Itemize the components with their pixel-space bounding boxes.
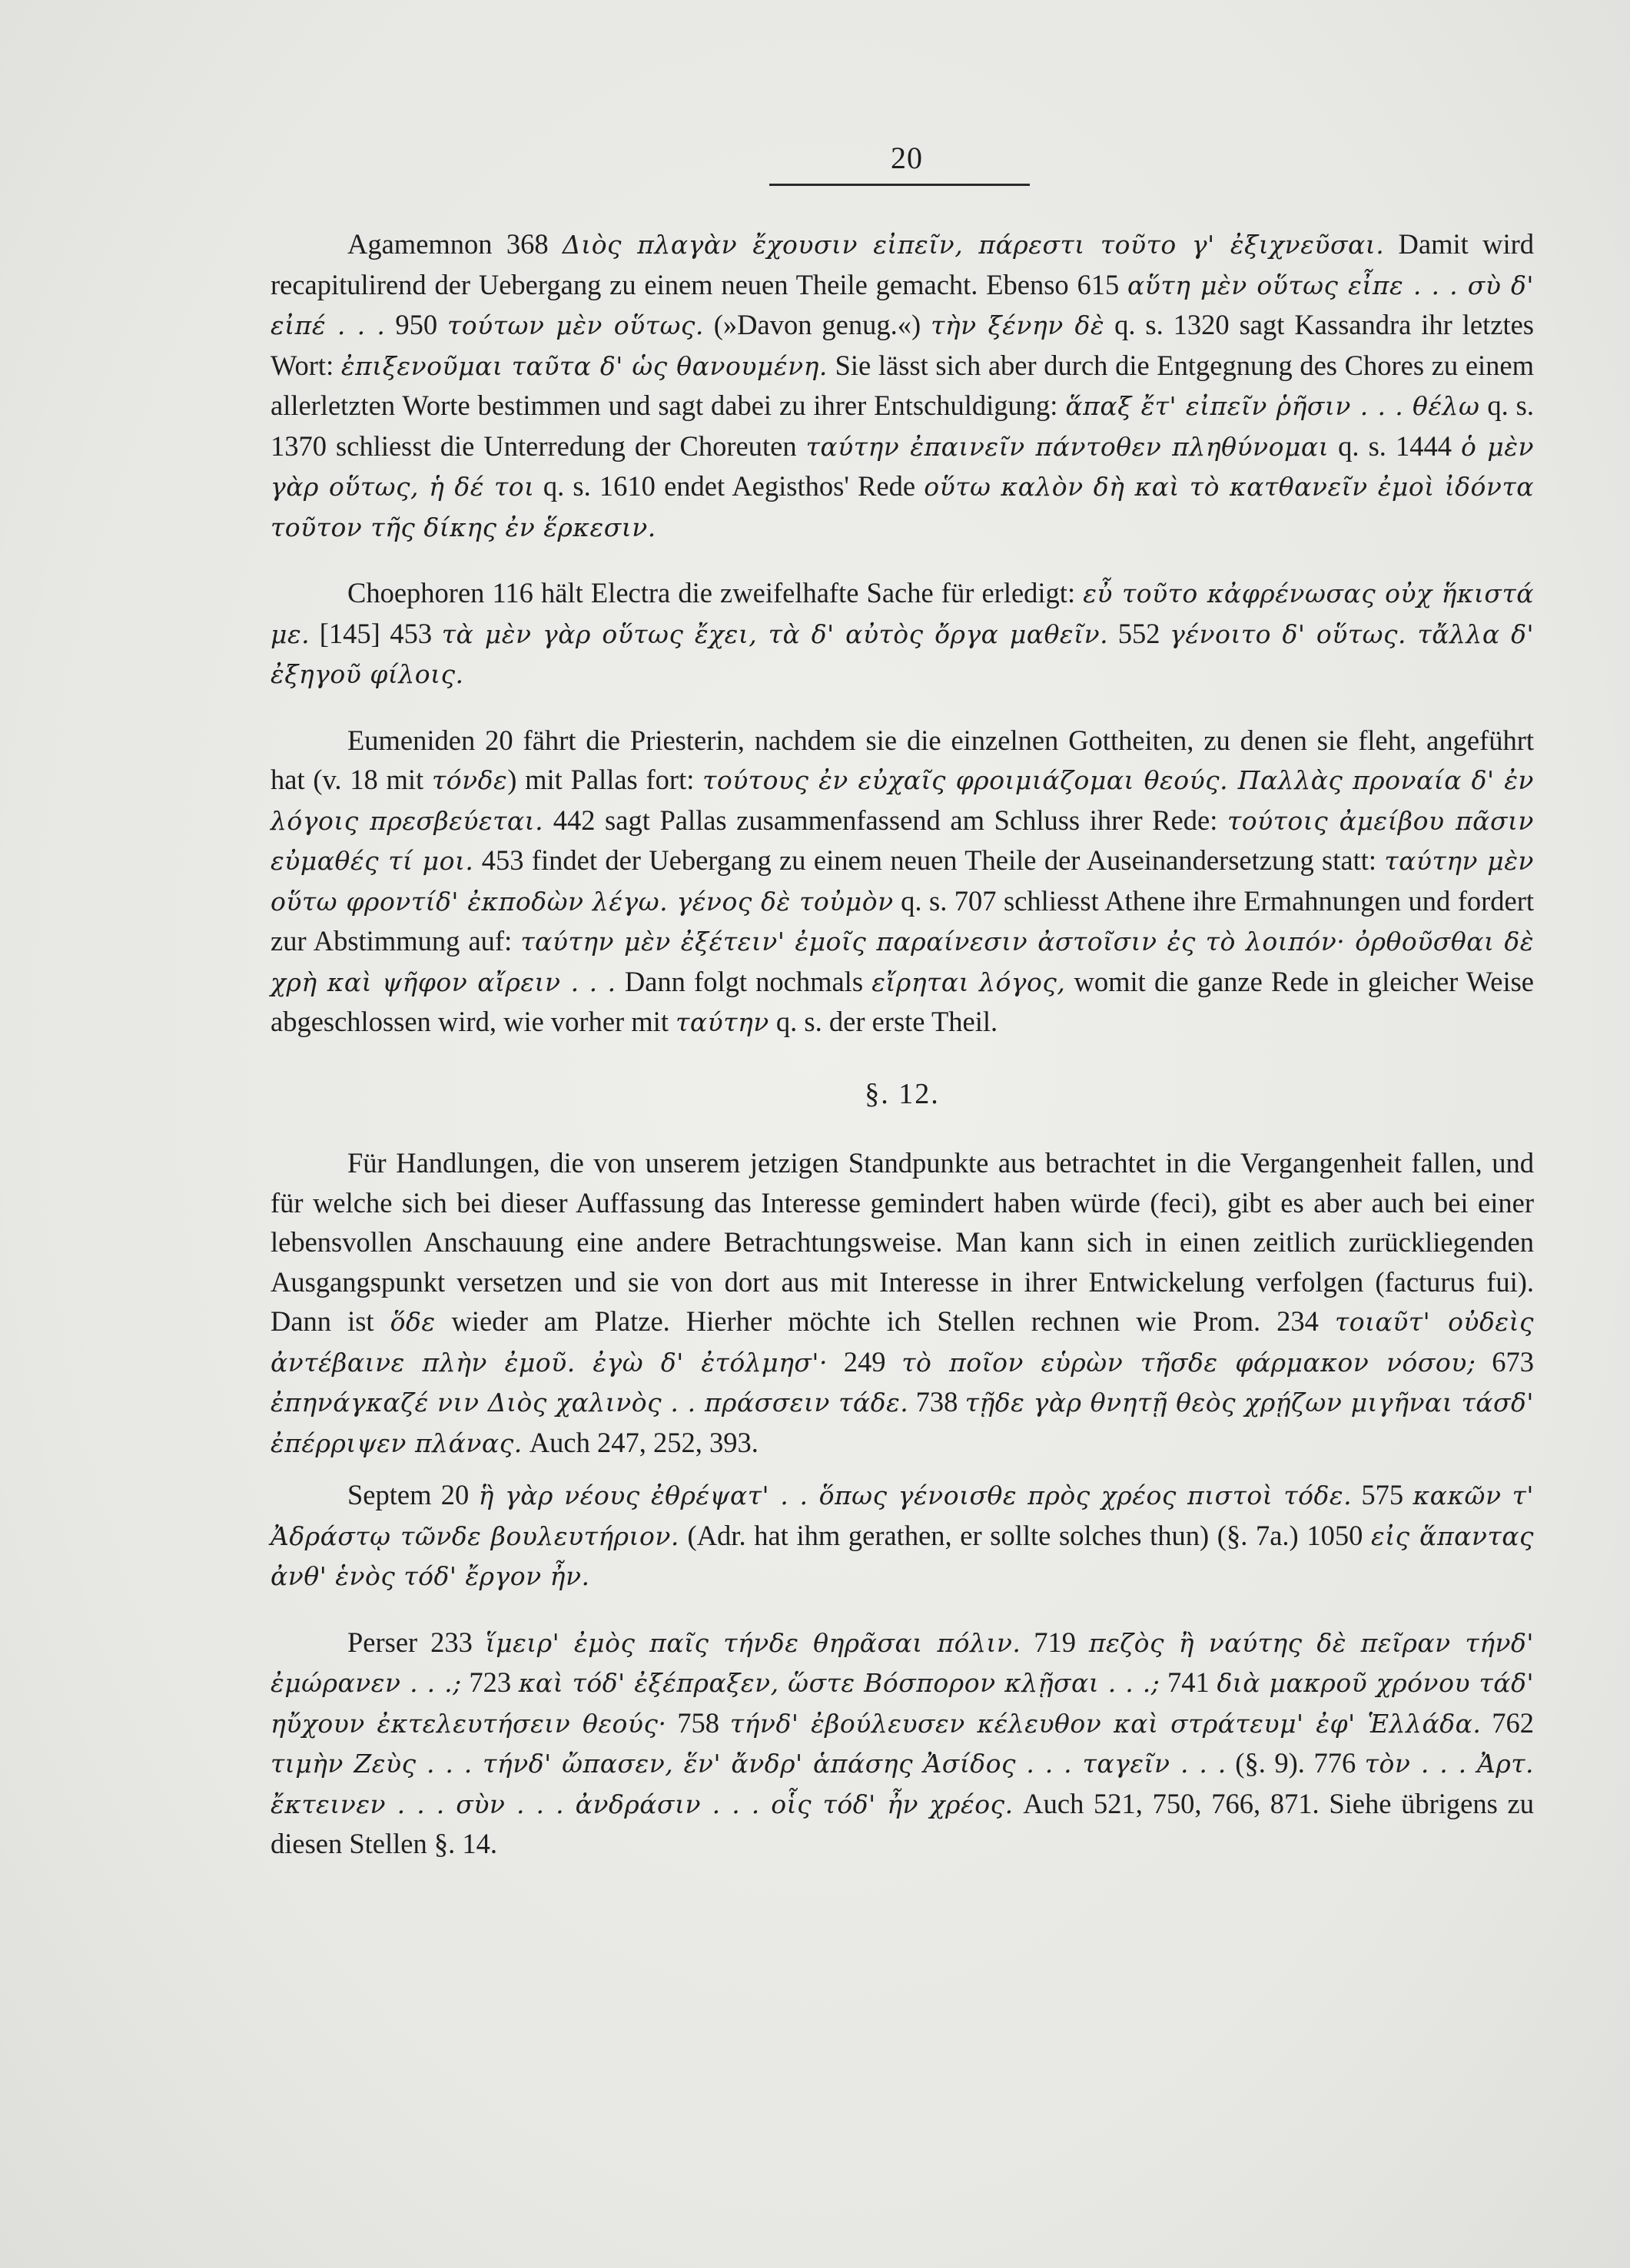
paragraph-eumeniden (271, 721, 1534, 1043)
greek-quote: γένοιτο δ' οὕτως. τἄλλα δ' ἐξηγοῦ φίλοις. (271, 618, 1535, 689)
text-run: Damit wird recapitulirend der Uebergang zu einem neuen Theile gemacht. Ebenso 615 (271, 228, 1534, 300)
text-run: womit die ganze Rede in gleicher Weise abgeschlossen wird, wie vorher mit (271, 965, 1535, 1037)
greek-quote: οὕτω καλὸν δὴ καὶ τὸ κατθανεῖν ἐμοὶ ἰδόντα τοῦτον τῆς δίκης ἐν ἕρκεσιν. (271, 472, 1535, 542)
text-run: 719 (1021, 1626, 1089, 1658)
text-run: Für Handlungen, die von unserem jetzigen Standpunkte aus betrachtet in die Vergangenheit fallen, und für welche sich bei dieser Auffassung das Interesse gemindert haben würde (feci), gibt es aber auch bei einer lebensvollen Anschauung eine andere Betrachtungsweise. Man kann sich in einen zeitlich zurückliegenden Ausgangspunkt versetzen und sie von dort aus mit Interesse in ihrer Entwickelung verfolgen (facturus fui). Dann ist (271, 1147, 1534, 1337)
text-run: 738 (908, 1386, 965, 1418)
greek-quote: τοιαῦτ' οὐδεὶς ἀντέβαινε πλὴν ἐμοῦ. ἐγὼ δ' ἐτόλμησ'· (271, 1307, 1534, 1378)
text-run: 762 (1481, 1706, 1534, 1739)
text-run: Agamemnon 368 (347, 228, 563, 260)
text-run: q. s. 1610 endet Aegisthos' Rede (534, 470, 925, 502)
text-run: 453 findet der Uebergang zu einem neuen Theile der Auseinandersetzung statt: (473, 844, 1385, 876)
greek-quote: τῇδε γὰρ θνητῇ θεὸς χρῄζων μιγῆναι τάσδ' ἐπέρριψεν πλάνας. (271, 1388, 1534, 1458)
greek-quote: ἐπηνάγκαζέ νιν Διὸς χαλινὸς . . πράσσειν τάδε. (271, 1388, 909, 1418)
text-run: 950 (385, 309, 448, 340)
greek-quote: εἴρηται λόγος, (871, 967, 1066, 997)
greek-quote: εὖ τοῦτο κἀφρένωσας οὐχ ἥκιστά με. (271, 579, 1534, 649)
greek-quote: αὕτη μὲν οὕτως εἶπε . . . σὺ δ' εἰπέ . . . (271, 270, 1534, 340)
text-run: q. s. 1370 schliesst die Unterredung der Choreuten (271, 390, 1534, 462)
text-run: ) mit Pallas fort: (507, 764, 703, 795)
text-run: 741 (1160, 1666, 1217, 1698)
text-run: 673 (1476, 1345, 1534, 1378)
text-run: Auch 521, 750, 766, 871. Siehe übrigens zu diesen Stellen §. 14. (271, 1787, 1534, 1859)
greek-quote: ταύτην μὲν οὕτω φροντίδ' ἐκποδὼν λέγω. γένος δὲ τοὐμὸν (271, 846, 1534, 917)
paragraph-agamemnon (271, 224, 1534, 547)
text-run: 723 (461, 1666, 519, 1698)
text-run: 442 sagt Pallas zusammenfassend am Schluss ihrer Rede: (543, 804, 1227, 836)
greek-quote: ἅπαξ ἔτ' εἰπεῖν ῥῆσιν . . . θέλω (1065, 391, 1480, 421)
greek-quote: τὸν . . . Ἀρτ. ἔκτεινεν . . . σὺν . . . ἀνδράσιν . . . οἷς τόδ' ἦν χρέος. (271, 1749, 1534, 1819)
greek-quote: Διὸς πλαγὰν ἔχουσιν εἰπεῖν, πάρεστι τοῦτο γ' ἐξιχνεῦσαι. (562, 230, 1385, 260)
paragraph-choephoren (271, 573, 1534, 695)
greek-quote: τιμὴν Ζεὺς . . . τήνδ' ὤπασεν, ἕν' ἄνδρ' ἁπάσης Ἀσίδος . . . ταγεῖν . . . (271, 1749, 1227, 1779)
greek-quote: ταύτην ἐπαινεῖν πάντοθεν πληθύνομαι (805, 431, 1330, 462)
text-run: (Adr. hat ihm gerathen, er sollte solches thun) (§. 7a.) 1050 (679, 1519, 1372, 1551)
text-run: Perser 233 (347, 1626, 486, 1658)
paragraph-handlungen (271, 1143, 1534, 1463)
text-run: 758 (666, 1706, 730, 1739)
text-run: 575 (1352, 1479, 1413, 1510)
greek-quote: ταύτην μὲν ἐξέτειν' ἐμοῖς παραίνεσιν ἀστοῖσιν ἐς τὸ λοιπόν· ὀρθοῦσθαι δὲ χρὴ καὶ ψῆφον αἴρειν . . . (271, 927, 1534, 997)
greek-quote: τὴν ξένην δὲ (931, 310, 1105, 340)
greek-quote: ἐπιξενοῦμαι ταῦτα δ' ὡς θανουμένη. (340, 350, 828, 381)
greek-quote: κακῶν τ' Ἀδράστῳ τῶνδε βουλευτήριον. (271, 1480, 1534, 1551)
section-heading: §. 12. (865, 1077, 940, 1110)
greek-quote: εἰς ἅπαντας ἀνθ' ἑνὸς τόδ' ἔργον ἦν. (271, 1520, 1534, 1591)
greek-quote: ταύτην (676, 1007, 769, 1037)
greek-quote: πεζὸς ἢ ναύτης δὲ πεῖραν τήνδ' ἐμώρανεν . . .; (271, 1627, 1534, 1698)
greek-quote: ἵμειρ' ἐμὸς παῖς τήνδε θηρᾶσαι πόλιν. (485, 1627, 1021, 1658)
greek-quote: διὰ μακροῦ χρόνου τάδ' ηὔχουν ἐκτελευτήσειν θεούς· (271, 1668, 1535, 1739)
greek-quote: ἣ γὰρ νέους ἐθρέψατ' . . ὅπως γένοισθε πρὸς χρέος πιστοὶ τόδε. (478, 1480, 1353, 1510)
greek-quote: ὁ μὲν γὰρ οὕτως, ἡ δέ τοι (271, 431, 1535, 502)
greek-quote: ὅδε (390, 1307, 436, 1337)
header-rule (769, 184, 1030, 186)
greek-quote: τούτοις ἀμείβου πᾶσιν εὐμαθές τί μοι. (271, 805, 1534, 876)
body-text (271, 224, 1534, 1864)
text-run: Septem 20 (347, 1479, 479, 1510)
text-run: q. s. 1444 (1329, 429, 1462, 462)
greek-quote: τούτους ἐν εὐχαῖς φροιμιάζομαι θεούς. Παλλὰς προναία δ' ἐν λόγοις πρεσβεύεται. (271, 765, 1534, 836)
text-run: 552 (1108, 617, 1170, 649)
text-run: (§. 9). 776 (1226, 1747, 1365, 1779)
text-run: Dann folgt nochmals (616, 965, 872, 997)
greek-quote: τόνδε (431, 765, 508, 795)
text-run: q. s. der erste Theil. (769, 1006, 998, 1037)
greek-quote: τὰ μὲν γὰρ οὕτως ἔχει, τὰ δ' αὐτὸς ὄργα μαθεῖν. (441, 618, 1109, 649)
text-run: 249 (827, 1345, 902, 1378)
page-number: 20 (891, 141, 923, 175)
greek-quote: τὸ ποῖον εὑρὼν τῆσδε φάρμακον νόσου; (901, 1347, 1476, 1378)
greek-quote: τήνδ' ἐβούλευσεν κέλευθον καὶ στράτευμ' ἐφ' Ἑλλάδα. (729, 1708, 1482, 1739)
paragraph-perser (271, 1623, 1534, 1864)
text-run: [145] 453 (310, 617, 442, 649)
text-run: Auch 247, 252, 393. (522, 1426, 759, 1458)
text-run: Choephoren 116 hält Electra die zweifelhafte Sache für erledigt: (347, 577, 1084, 608)
text-run: Sie lässt sich aber durch die Entgegnung des Chores zu einem allerletzten Worte bestimmen und sagt dabei zu ihrer Entschuldigung: (271, 349, 1534, 421)
text-run: wieder am Platze. Hierher möchte ich Stellen rechnen wie Prom. 234 (435, 1305, 1335, 1337)
text-run: (»Davon genug.«) (703, 309, 931, 340)
text-run: q. s. 707 schliesst Athene ihre Ermahnungen und fordert zur Abstimmung auf: (271, 884, 1534, 957)
text-run: q. s. 1320 sagt Kassandra ihr letztes Wort: (271, 309, 1534, 381)
text-run: Eumeniden 20 fährt die Priesterin, nachdem sie die einzelnen Gottheiten, zu denen sie fleht, angeführt hat (v. 18 mit (271, 724, 1534, 795)
paragraph-septem (271, 1475, 1534, 1597)
greek-quote: τούτων μὲν οὕτως. (447, 310, 704, 340)
greek-quote: καὶ τόδ' ἐξέπραξεν, ὥστε Βόσπορον κλῇσαι . . .; (518, 1668, 1160, 1698)
